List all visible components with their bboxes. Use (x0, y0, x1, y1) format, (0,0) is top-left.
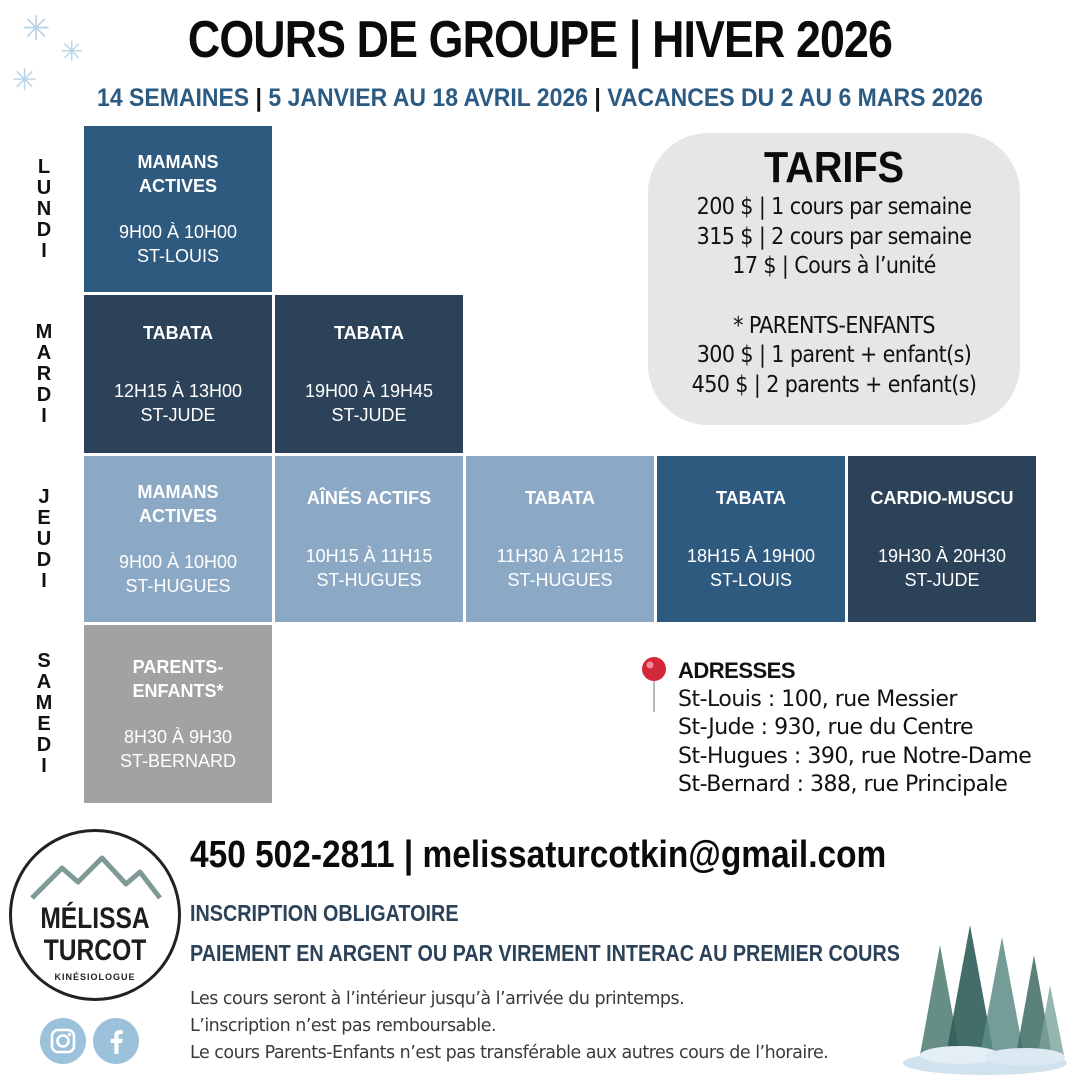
class-place: ST-HUGUES (316, 570, 422, 590)
class-name: CARDIO-MUSCU (870, 488, 1014, 508)
class-place: ST-HUGUES (507, 570, 613, 590)
class-place: ST-BERNARD (119, 751, 236, 771)
note-line: Le cours Parents-Enfants n’est pas transférable aux autres cours de l’horaire. (190, 1043, 829, 1063)
subtitle-weeks: 14 SEMAINES (97, 84, 250, 112)
class-cell-samedi-1 (84, 625, 272, 803)
note-line: L’inscription n’est pas remboursable. (190, 1016, 497, 1036)
subtitle-dates: 5 JANVIER AU 18 AVRIL 2026 (268, 84, 588, 112)
notice-payment: PAIEMENT EN ARGENT OU PAR VIREMENT INTERAC AU PREMIER COURS (190, 940, 900, 966)
class-name: PARENTS- ENFANTS* (132, 657, 224, 701)
class-place: ST-HUGUES (125, 576, 231, 596)
class-place: ST-LOUIS (709, 570, 793, 590)
day-label-samedi: S A M E D I (35, 650, 53, 777)
class-place: ST-JUDE (904, 570, 980, 590)
class-name: MAMANS ACTIVES (137, 482, 219, 526)
address-line: St-Bernard : 388, rue Principale (678, 772, 1008, 797)
page-subtitle (43, 84, 1037, 113)
class-name: TABATA (143, 323, 213, 343)
mountains-icon (28, 852, 164, 902)
class-cell-lundi-1 (84, 126, 272, 292)
addresses-title: ADRESSES (678, 658, 796, 683)
tarif-line: 300 $ | 1 parent + enfant(s) (696, 342, 972, 368)
tarif-line: 17 $ | Cours à l’unité (732, 253, 936, 279)
day-label-lundi: L U N D I (36, 155, 52, 262)
class-time: 18H15 À 19H00 (686, 546, 816, 566)
snowflake-icon: ✳ (22, 9, 51, 49)
class-place: ST-JUDE (331, 405, 407, 425)
logo-name-last: TURCOT (43, 934, 147, 967)
logo-name-first: MÉLISSA (40, 902, 150, 935)
notice-registration: INSCRIPTION OBLIGATOIRE (190, 900, 459, 926)
day-label-mardi: M A R D I (35, 320, 53, 427)
subtitle-separator: | (255, 84, 262, 112)
class-cell-jeudi-2 (275, 456, 463, 622)
class-time: 9H00 À 10H00 (118, 552, 238, 572)
facebook-icon[interactable] (93, 1018, 139, 1064)
logo-tagline: KINÉSIOLOGUE (54, 972, 136, 982)
snowflake-icon: ✳ (12, 63, 38, 98)
class-cell-jeudi-3 (466, 456, 654, 622)
tarif-line: 450 $ | 2 parents + enfant(s) (691, 371, 977, 398)
addresses-block (678, 657, 1031, 800)
subtitle-holidays: VACANCES DU 2 AU 6 MARS 2026 (607, 84, 983, 112)
class-name: MAMANS ACTIVES (137, 152, 219, 196)
day-label-jeudi: J E U D I (36, 485, 52, 592)
page-title: COURS DE GROUPE | HIVER 2026 (187, 11, 893, 69)
address-line: St-Louis : 100, rue Messier (678, 686, 957, 712)
class-place: ST-LOUIS (136, 246, 220, 266)
class-cell-jeudi-1 (84, 456, 272, 622)
class-time: 11H30 À 12H15 (496, 546, 624, 566)
class-time: 8H30 À 9H30 (123, 727, 233, 747)
subtitle-separator: | (594, 84, 601, 112)
tarifs-title: TARIFS (763, 143, 905, 192)
address-line: St-Hugues : 390, rue Notre-Dame (678, 743, 1032, 769)
class-name: TABATA (716, 488, 786, 508)
tarif-line: 200 $ | 1 cours par semaine (696, 194, 972, 220)
class-time: 12H15 À 13H00 (113, 381, 243, 401)
map-pin-icon (641, 656, 667, 714)
class-cell-mardi-1 (84, 295, 272, 453)
contact-line: 450 502-2811 | melissaturcotkin@gmail.com (190, 834, 887, 876)
class-time: 9H00 À 10H00 (118, 222, 238, 242)
note-line: Les cours seront à l’intérieur jusqu’à l’arrivée du printemps. (190, 989, 685, 1009)
class-cell-mardi-2 (275, 295, 463, 453)
snowflake-icon: ✳ (60, 35, 84, 68)
address-line: St-Jude : 930, rue du Centre (678, 715, 974, 740)
class-place: ST-JUDE (140, 405, 216, 425)
winter-trees-illustration (900, 915, 1070, 1075)
class-name: TABATA (525, 488, 595, 508)
tarif-line: 315 $ | 2 cours par semaine (696, 223, 972, 250)
class-time: 19H00 À 19H45 (304, 381, 434, 401)
class-time: 10H15 À 11H15 (305, 546, 433, 566)
notes-block (190, 986, 828, 1067)
class-name: TABATA (334, 323, 404, 343)
class-time: 19H30 À 20H30 (877, 546, 1007, 566)
class-cell-jeudi-5 (848, 456, 1036, 622)
tarifs-box (648, 133, 1020, 425)
class-name: AÎNÉS ACTIFS (306, 488, 432, 508)
tarif-parent-heading: * PARENTS-ENFANTS (733, 312, 935, 339)
brand-logo (9, 829, 181, 1001)
instagram-icon[interactable] (40, 1018, 86, 1064)
class-cell-jeudi-4 (657, 456, 845, 622)
